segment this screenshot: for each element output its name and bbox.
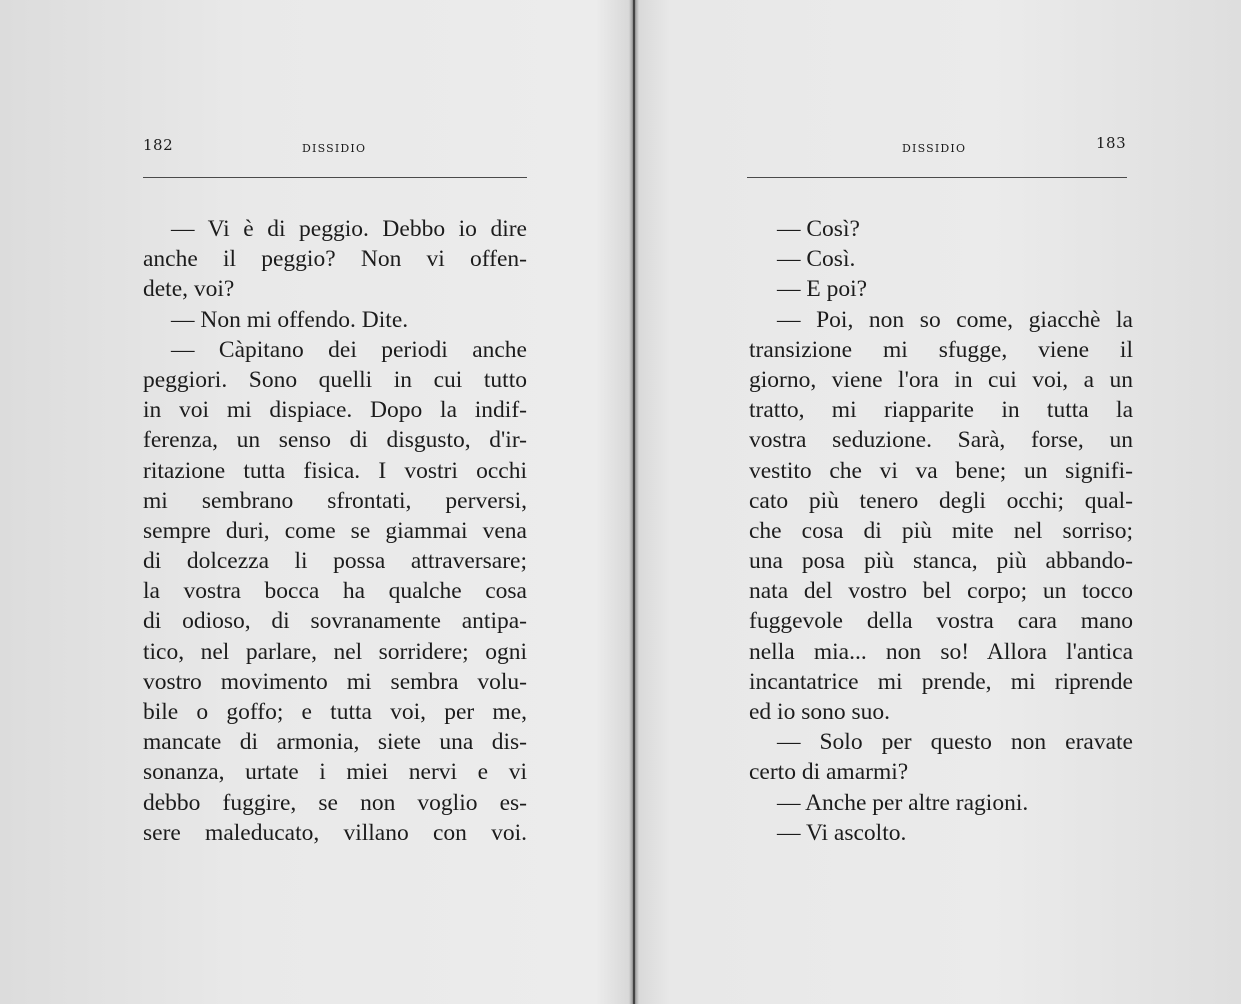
text-line: che cosa di più mite nel sorriso; xyxy=(749,517,1133,544)
text-line: una posa più stanca, più abbando- xyxy=(749,548,1133,575)
text-line: vostra seduzione. Sarà, forse, un xyxy=(749,427,1133,454)
text-line: — Vi ascolto. xyxy=(777,819,907,846)
text-line: — Poi, non so come, giacchè la xyxy=(777,306,1133,333)
text-line: vestito che vi va bene; un signifi- xyxy=(749,457,1133,484)
text-line: ritazione tutta fisica. I vostri occhi xyxy=(143,457,527,484)
text-line: dete, voi? xyxy=(143,276,235,303)
left-body-text xyxy=(143,214,527,848)
text-line: incantatrice mi prende, mi riprende xyxy=(749,668,1133,695)
left-running-head: DISSIDIO xyxy=(302,142,367,155)
text-line: bile o goffo; e tutta voi, per me, xyxy=(143,699,527,725)
text-line: cato più tenero degli occhi; qual- xyxy=(749,487,1133,514)
text-line: fuggevole della vostra cara mano xyxy=(749,608,1133,635)
right-running-head: DISSIDIO xyxy=(902,142,967,155)
text-line: — Così? xyxy=(777,216,860,242)
text-line: — Vi è di peggio. Debbo io dire xyxy=(171,216,527,242)
text-line: di odioso, di sovranamente antipa- xyxy=(143,608,527,635)
text-line: sere maleducato, villano con voi. xyxy=(143,819,527,846)
text-line: mi sembrano sfrontati, perversi, xyxy=(143,487,527,514)
right-header xyxy=(639,136,1241,158)
text-line: peggiori. Sono quelli in cui tutto xyxy=(143,366,527,393)
text-line: nella mia... non so! Allora l'antica xyxy=(749,638,1133,665)
text-line: — Non mi offendo. Dite. xyxy=(171,306,409,333)
text-line: — Anche per altre ragioni. xyxy=(777,789,1029,816)
text-line: di dolcezza li possa attraversare; xyxy=(143,548,527,575)
text-line: transizione mi sfugge, viene il xyxy=(749,336,1133,363)
text-line: certo di amarmi? xyxy=(749,759,909,786)
text-line: sonanza, urtate i miei nervi e vi xyxy=(143,759,527,786)
text-line: nata del vostro bel corpo; un tocco xyxy=(749,578,1133,605)
text-line: ed io sono suo. xyxy=(749,699,890,725)
text-line: vostro movimento mi sembra volu- xyxy=(143,668,527,695)
right-page xyxy=(639,0,1241,1004)
text-line: la vostra bocca ha qualche cosa xyxy=(143,578,527,605)
text-line: anche il peggio? Non vi offen- xyxy=(143,246,527,273)
text-line: — E poi? xyxy=(777,276,868,303)
text-line: in voi mi dispiace. Dopo la indif- xyxy=(143,397,527,424)
book-gutter xyxy=(629,0,639,1004)
text-line: sempre duri, come se giammai vena xyxy=(143,517,527,544)
text-line: tratto, mi riapparite in tutta la xyxy=(749,397,1133,424)
right-page-number: 183 xyxy=(1096,134,1127,152)
text-line: — Càpitano dei periodi anche xyxy=(171,336,527,363)
left-header-rule xyxy=(143,177,527,178)
left-page-number: 182 xyxy=(143,136,174,154)
text-line: tico, nel parlare, nel sorridere; ogni xyxy=(143,638,527,665)
text-line: ferenza, un senso di disgusto, d'ir- xyxy=(143,427,527,454)
left-header xyxy=(0,136,629,158)
right-body-text xyxy=(749,214,1133,848)
text-line: — Solo per questo non eravate xyxy=(777,729,1133,756)
text-line: giorno, viene l'ora in cui voi, a un xyxy=(749,366,1133,393)
right-header-rule xyxy=(747,177,1127,178)
text-line: debbo fuggire, se non voglio es- xyxy=(143,789,527,816)
text-line: — Così. xyxy=(777,246,856,273)
text-line: mancate di armonia, siete una dis- xyxy=(143,729,527,756)
